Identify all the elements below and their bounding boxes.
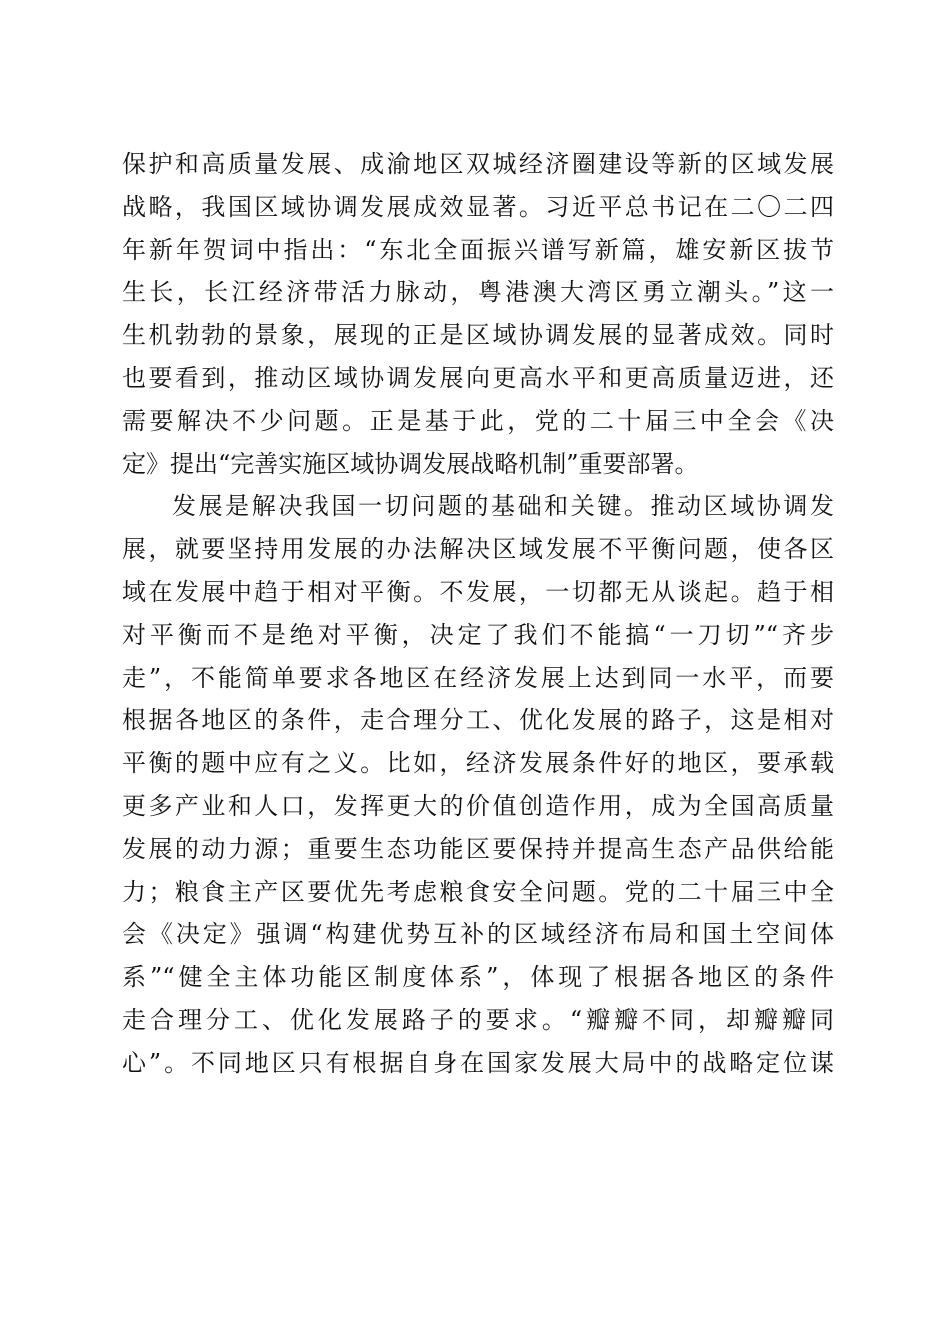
text-line: 根据各地区的条件，走合理分工、优化发展的路子，这是相对	[122, 706, 834, 735]
text-line: 对平衡而不是绝对平衡，决定了我们不能搞“一刀切”“齐步	[122, 620, 834, 649]
text-line: 力；粮食主产区要优先考虑粮食安全问题。党的二十届三中全	[122, 877, 834, 906]
text-line: 年新年贺词中指出：“东北全面振兴谱写新篇，雄安新区拔节	[122, 235, 834, 264]
text-line: 心”。不同地区只有根据自身在国家发展大局中的战略定位谋	[122, 1048, 834, 1077]
text-line: 生长，长江经济带活力脉动，粤港澳大湾区勇立潮头。”这一	[122, 278, 834, 307]
text-line: 也要看到，推动区域协调发展向更高水平和更高质量迈进，还	[122, 363, 834, 392]
text-line: 系”“健全主体功能区制度体系”，体现了根据各地区的条件	[122, 963, 834, 992]
text-line: 展，就要坚持用发展的办法解决区域发展不平衡问题，使各区	[122, 535, 834, 564]
text-line: 发展的动力源；重要生态功能区要保持并提高生态产品供给能	[122, 834, 834, 863]
text-line: 域在发展中趋于相对平衡。不发展，一切都无从谈起。趋于相	[122, 577, 834, 606]
text-line: 战略，我国区域协调发展成效显著。习近平总书记在二〇二四	[122, 192, 834, 221]
text-line: 更多产业和人口，发挥更大的价值创造作用，成为全国高质量	[122, 791, 834, 820]
text-line: 发展是解决我国一切问题的基础和关键。推动区域协调发	[172, 492, 834, 521]
text-line: 生机勃勃的景象，展现的正是区域协调发展的显著成效。同时	[122, 321, 834, 350]
text-line: 保护和高质量发展、成渝地区双城经济圈建设等新的区域发展	[122, 150, 834, 178]
text-line: 定》提出“完善实施区域协调发展战略机制”重要部署。	[122, 449, 699, 478]
text-line: 走合理分工、优化发展路子的要求。“瓣瓣不同，却瓣瓣同	[122, 1005, 834, 1034]
text-line: 平衡的题中应有之义。比如，经济发展条件好的地区，要承载	[122, 749, 834, 778]
text-line: 会《决定》强调“构建优势互补的区域经济布局和国土空间体	[122, 920, 834, 949]
body-text	[122, 143, 834, 1085]
text-line: 走”，不能简单要求各地区在经济发展上达到同一水平，而要	[122, 663, 834, 692]
text-line: 需要解决不少问题。正是基于此，党的二十届三中全会《决	[122, 406, 834, 435]
